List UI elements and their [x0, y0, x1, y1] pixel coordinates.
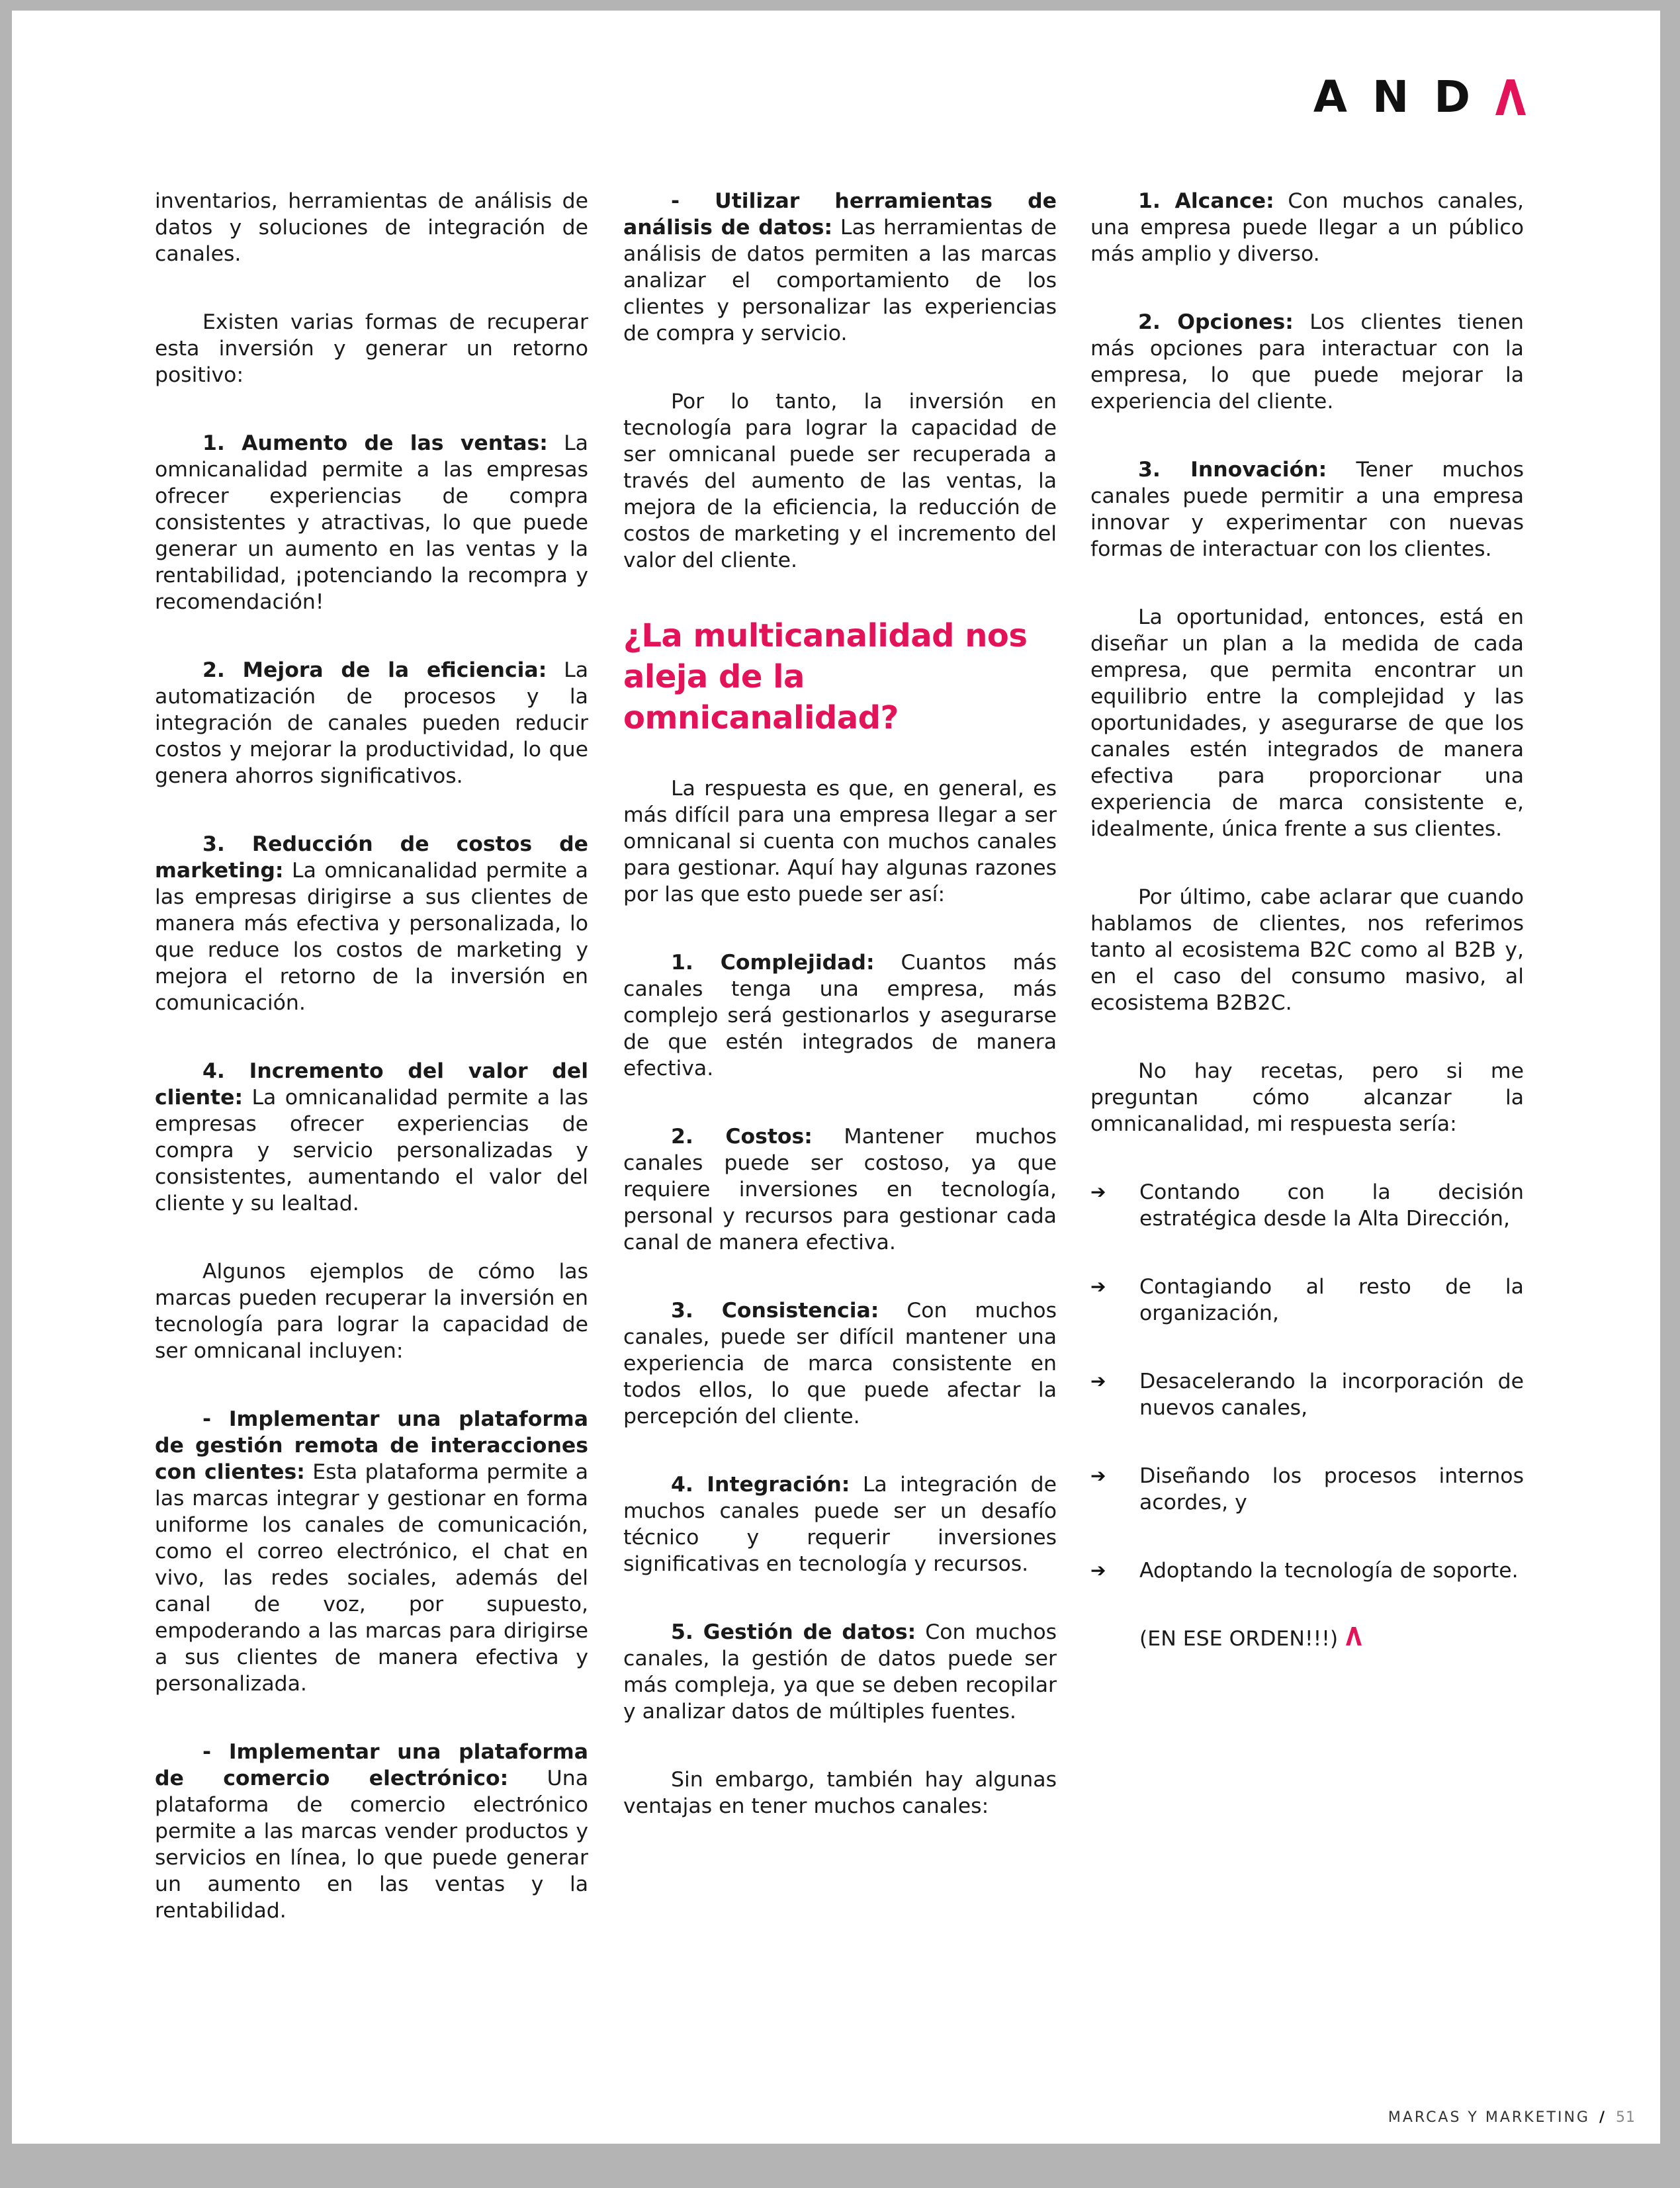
- paragraph: Algunos ejemplos de cómo las marcas pueden recuperar la inversión en tecnología para lograr la capacidad de ser omnicanal incluyen:: [155, 1260, 588, 1363]
- item-heading: 3. Consistencia:: [671, 1299, 879, 1323]
- item-heading: 1. Complejidad:: [671, 951, 875, 975]
- item-heading: 1. Aumento de las ventas:: [202, 431, 548, 455]
- footer-separator: /: [1599, 2109, 1607, 2126]
- paragraph: La respuesta es que, en general, es más difícil para una empresa llegar a ser omnicanal si cuenta con muchos canales para gestionar. Aquí hay algunas razones por las que esto puede ser así:: [623, 777, 1057, 906]
- anda-mark-icon: [1346, 1626, 1362, 1652]
- item-heading: 5. Gestión de datos:: [671, 1620, 916, 1644]
- paragraph: [155, 1739, 588, 1924]
- paragraph: Existen varias formas de recuperar esta inversión y generar un retorno positivo:: [155, 310, 588, 387]
- item-heading: - Utilizar herramientas de análisis de datos:: [623, 189, 1057, 240]
- item-text: Con muchos canales, la gestión de datos puede ser más compleja, ya que se deben recopilar y analizar datos de múltiples fuentes.: [623, 1620, 1057, 1724]
- paragraph: Por último, cabe aclarar que cuando hablamos de clientes, nos referimos tanto al ecosistema B2C como al B2B y, en el caso del consumo masivo, al ecosistema B2B2C.: [1090, 885, 1524, 1015]
- item-text: La automatización de procesos y la integración de canales pueden reducir costos y mejorar la productividad, lo que genera ahorros significativos.: [155, 658, 588, 788]
- item-text: Esta plataforma permite a las marcas integrar y gestionar en forma uniforme los canales de comunicación, como el correo electrónico, el chat en vivo, las redes sociales, además del canal de voz, por supuesto, empoderando a las marcas para dirigirse a sus clientes de manera efectiva y personalizada.: [155, 1460, 589, 1696]
- column-3: [1090, 188, 1524, 1652]
- item-text: Con muchos canales, puede ser difícil mantener una experiencia de marca consistente en todos ellos, lo que puede afectar la percepción del cliente.: [623, 1299, 1057, 1428]
- item-text: Mantener muchos canales puede ser costoso, ya que requiere inversiones en tecnología, personal y recursos para gestionar cada canal de manera efectiva.: [623, 1125, 1057, 1254]
- paragraph: [155, 1406, 588, 1697]
- paragraph: [623, 1123, 1057, 1256]
- paragraph: La oportunidad, entonces, está en diseñar un plan a la medida de cada empresa, que permita encontrar un equilibrio entre la complejidad y las oportunidades, y asegurarse de que los canales estén integrados de manera efectiva para proporcionar una experiencia de marca consistente e, idealmente, única frente a sus clientes.: [1090, 605, 1524, 841]
- item-text: La integración de muchos canales puede ser un desafío técnico y requerir inversiones significativas en tecnología y recursos.: [623, 1473, 1057, 1576]
- paragraph: [623, 1619, 1057, 1725]
- closing-text: (EN ESE ORDEN!!!): [1139, 1627, 1339, 1651]
- paragraph: [1090, 457, 1524, 562]
- paragraph: [155, 831, 588, 1016]
- paragraph: [1090, 188, 1524, 267]
- arrow-right-icon: ➔: [1090, 1465, 1106, 1487]
- item-heading: 3. Reducción de costos de marketing:: [155, 832, 588, 883]
- paragraph: [155, 1058, 588, 1217]
- list-item-text: Contagiando al resto de la organización,: [1139, 1275, 1524, 1325]
- arrow-right-icon: ➔: [1090, 1370, 1106, 1392]
- list-item-text: Contando con la decisión estratégica desde la Alta Dirección,: [1139, 1180, 1524, 1231]
- list-item-text: Desacelerando la incorporación de nuevos canales,: [1139, 1370, 1524, 1420]
- logo-letter-d: D: [1434, 71, 1470, 122]
- section-heading: ¿La multicanalidad nos aleja de la omnicanalidad?: [623, 617, 1028, 736]
- list-item: [1090, 1463, 1524, 1516]
- footer-section: MARCAS Y MARKETING: [1388, 2109, 1590, 2126]
- list-item: [1090, 1557, 1524, 1584]
- paragraph: [623, 949, 1057, 1082]
- item-heading: 4. Incremento del valor del cliente:: [155, 1059, 588, 1110]
- paragraph: [155, 430, 588, 615]
- paragraph: [623, 1471, 1057, 1577]
- page-number: 51: [1616, 2109, 1636, 2126]
- item-text: Tener muchos canales puede permitir a una empresa innovar y experimentar con nuevas formas de interactuar con los clientes.: [1090, 458, 1524, 561]
- item-heading: 4. Integración:: [671, 1473, 850, 1497]
- paragraph: [623, 1297, 1057, 1430]
- paragraph: Sin embargo, también hay algunas ventajas en tener muchos canales:: [623, 1768, 1057, 1818]
- item-text: Una plataforma de comercio electrónico permite a las marcas vender productos y servicios en línea, lo que puede generar un aumento en las ventas y la rentabilidad.: [155, 1767, 588, 1923]
- item-text: Los clientes tienen más opciones para interactuar con la empresa, lo que puede mejorar la experiencia del cliente.: [1090, 310, 1524, 414]
- magazine-page: [12, 11, 1660, 2144]
- column-1: [155, 188, 588, 1966]
- item-text: La omnicanalidad permite a las empresas ofrecer experiencias de compra y servicio personalizadas y consistentes, aumentando el valor del cliente y su lealtad.: [155, 1086, 588, 1215]
- column-2: [623, 188, 1057, 1861]
- item-heading: - Implementar una plataforma de gestión remota de interacciones con clientes:: [155, 1407, 588, 1484]
- paragraph: [623, 188, 1057, 347]
- arrow-right-icon: ➔: [1090, 1181, 1106, 1203]
- item-heading: 2. Mejora de la eficiencia:: [202, 658, 547, 682]
- paragraph: No hay recetas, pero si me preguntan cómo alcanzar la omnicanalidad, mi respuesta sería:: [1090, 1059, 1524, 1136]
- item-heading: 2. Costos:: [671, 1125, 813, 1149]
- list-item-text: Adoptando la tecnología de soporte.: [1139, 1559, 1519, 1583]
- list-item: [1090, 1274, 1524, 1327]
- paragraph: inventarios, herramientas de análisis de datos y soluciones de integración de canales.: [155, 189, 588, 266]
- anda-logo: [1313, 71, 1526, 122]
- item-heading: 1. Alcance:: [1138, 189, 1274, 213]
- arrow-right-icon: ➔: [1090, 1559, 1106, 1581]
- closing-line: [1090, 1626, 1524, 1652]
- list-item: [1090, 1179, 1524, 1232]
- paragraph: Por lo tanto, la inversión en tecnología para lograr la capacidad de ser omnicanal puede ser recuperada a través del aumento de las ventas, la mejora de la eficiencia, la reducción de costos de marketing y el incremento del valor del cliente.: [623, 390, 1057, 572]
- paragraph: [1090, 309, 1524, 415]
- item-text: Cuantos más canales tenga una empresa, más complejo será gestionarlos y asegurarse de que estén integrados de manera efectiva.: [623, 951, 1057, 1080]
- item-text: Con muchos canales, una empresa puede llegar a un público más amplio y diverso.: [1090, 189, 1524, 266]
- item-heading: 3. Innovación:: [1138, 458, 1327, 482]
- item-heading: 2. Opciones:: [1138, 310, 1294, 334]
- arrow-right-icon: ➔: [1090, 1276, 1106, 1297]
- item-text: Las herramientas de análisis de datos permiten a las marcas analizar el comportamiento de los clientes y personalizar las experiencias de compra y servicio.: [623, 216, 1057, 345]
- list-item-text: Diseñando los procesos internos acordes, y: [1139, 1464, 1524, 1514]
- item-text: La omnicanalidad permite a las empresas dirigirse a sus clientes de manera más efectiva y personalizada, lo que reduce los costos de marketing y mejora el retorno de la inversión en comunicación.: [155, 859, 588, 1015]
- paragraph: [155, 657, 588, 789]
- anda-logo-icon: [1495, 79, 1526, 115]
- page-footer: [1388, 2109, 1636, 2126]
- recommendation-list: [1090, 1179, 1524, 1584]
- list-item: [1090, 1368, 1524, 1421]
- logo-letter-a: A: [1313, 71, 1347, 122]
- item-text: La omnicanalidad permite a las empresas ofrecer experiencias de compra consistentes y atractivas, lo que puede generar un aumento en las ventas y la rentabilidad, ¡potenciando la recompra y recomendación!: [155, 431, 588, 614]
- item-heading: - Implementar una plataforma de comercio electrónico:: [155, 1740, 588, 1790]
- logo-letter-n: N: [1372, 71, 1409, 122]
